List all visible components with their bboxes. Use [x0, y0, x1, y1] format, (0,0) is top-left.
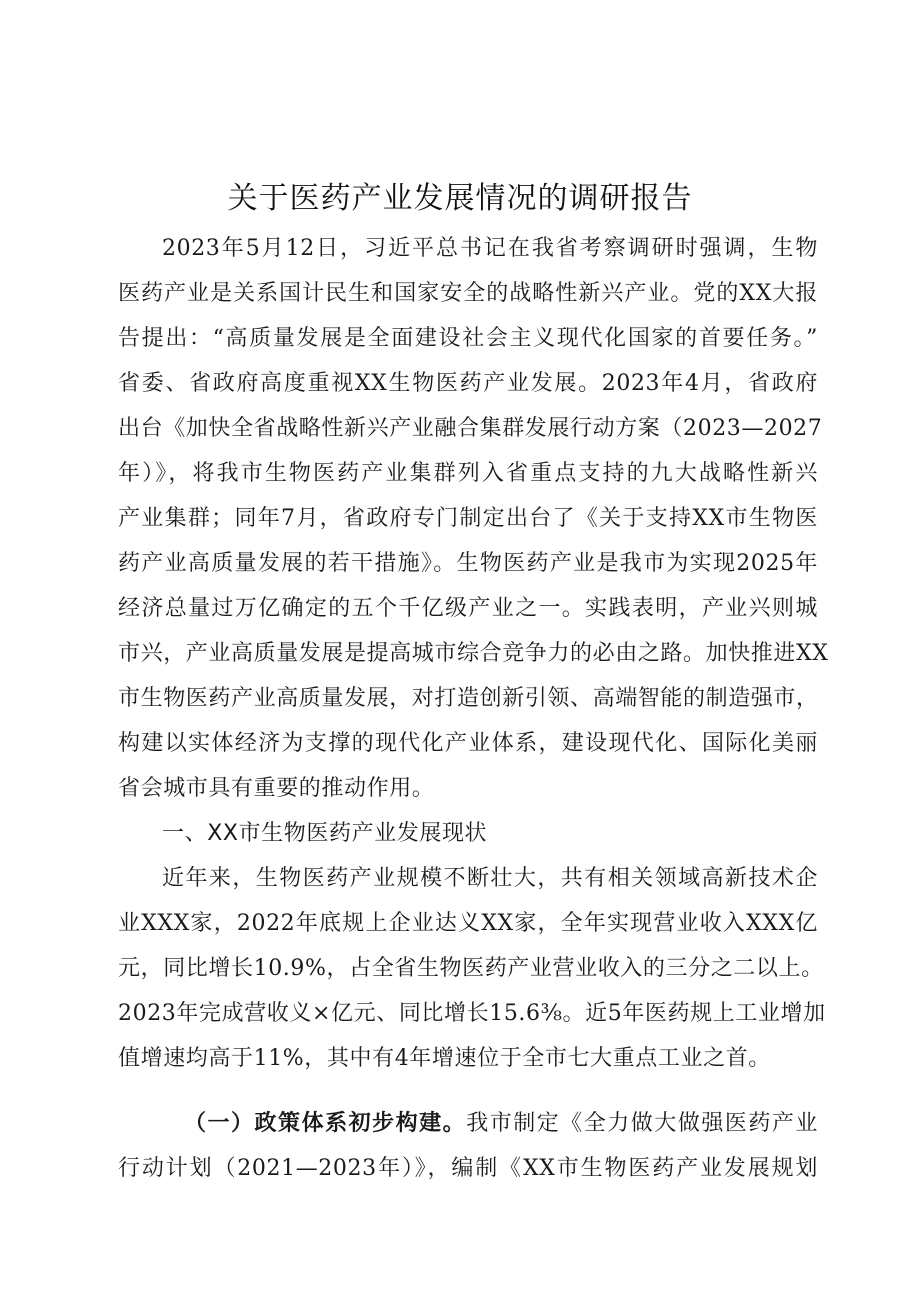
document-title: 关于医药产业发展情况的调研报告 — [227, 181, 693, 216]
paragraph-line: 产业集群；同年7月，省政府专门制定出台了《关于支持XX市生物医 — [118, 506, 818, 531]
paragraph-line: 经济总量过万亿确定的五个千亿级产业之一。实践表明，产业兴则城 — [118, 596, 818, 621]
subsection-line — [118, 1101, 818, 1146]
paragraph-line: 省会城市具有重要的推动作用。 — [118, 776, 435, 801]
paragraph-line: 行动计划（2021—2023年）》，编制《XX市生物医药产业发展规划 — [118, 1156, 818, 1181]
paragraph-line: 市生物医药产业高质量发展，对打造创新引领、高端智能的制造强市， — [118, 686, 819, 711]
paragraph-line: 省委、省政府高度重视XX生物医药产业发展。2023年4月，省政府 — [118, 371, 818, 396]
paragraph-line: 医药产业是关系国计民生和国家安全的战略性新兴产业。党的XX大报 — [118, 281, 818, 306]
subsection-heading: （一）政策体系初步构建。 — [184, 1110, 467, 1136]
paragraph-line: 市兴，产业高质量发展是提高城市综合竞争力的必由之路。加快推进XX — [118, 641, 829, 666]
paragraph-line: 药产业高质量发展的若干措施》。生物医药产业是我市为实现2025年 — [118, 551, 818, 576]
paragraph-line: 告提出：“高质量发展是全面建设社会主义现代化国家的首要任务。” — [118, 326, 818, 351]
paragraph-line: 2023年5月12日，习近平总书记在我省考察调研时强调，生物 — [162, 236, 818, 261]
paragraph-line: 值增速均高于11%，其中有4年增速位于全市七大重点工业之首。 — [118, 1046, 771, 1071]
paragraph-line: 出台《加快全省战略性新兴产业融合集群发展行动方案（2023—2027 — [118, 416, 823, 441]
paragraph-line: 年）》，将我市生物医药产业集群列入省重点支持的九大战略性新兴 — [118, 461, 818, 486]
paragraph-gap — [118, 1081, 818, 1101]
section-heading: 一、XX市生物医药产业发展现状 — [162, 821, 488, 846]
document-body — [118, 226, 829, 1191]
paragraph-line: 构建以实体经济为支撑的现代化产业体系，建设现代化、国际化美丽 — [118, 731, 818, 756]
paragraph-line: 业XXX家，2022年底规上企业达义XX家，全年实现营业收入XXX亿 — [118, 911, 818, 936]
paragraph-line: 近年来，生物医药产业规模不断壮大，共有相关领域高新技术企 — [162, 866, 818, 891]
paragraph-line: 元，同比增长10.9%，占全省生物医药产业营业收入的三分之二以上。 — [118, 956, 824, 981]
subsection-text: 我市制定《全力做大做强医药产业 — [466, 1111, 818, 1136]
paragraph-line: 2023年完成营收义×亿元、同比增长15.6⅜。近5年医药规上工业增加 — [118, 1001, 826, 1026]
